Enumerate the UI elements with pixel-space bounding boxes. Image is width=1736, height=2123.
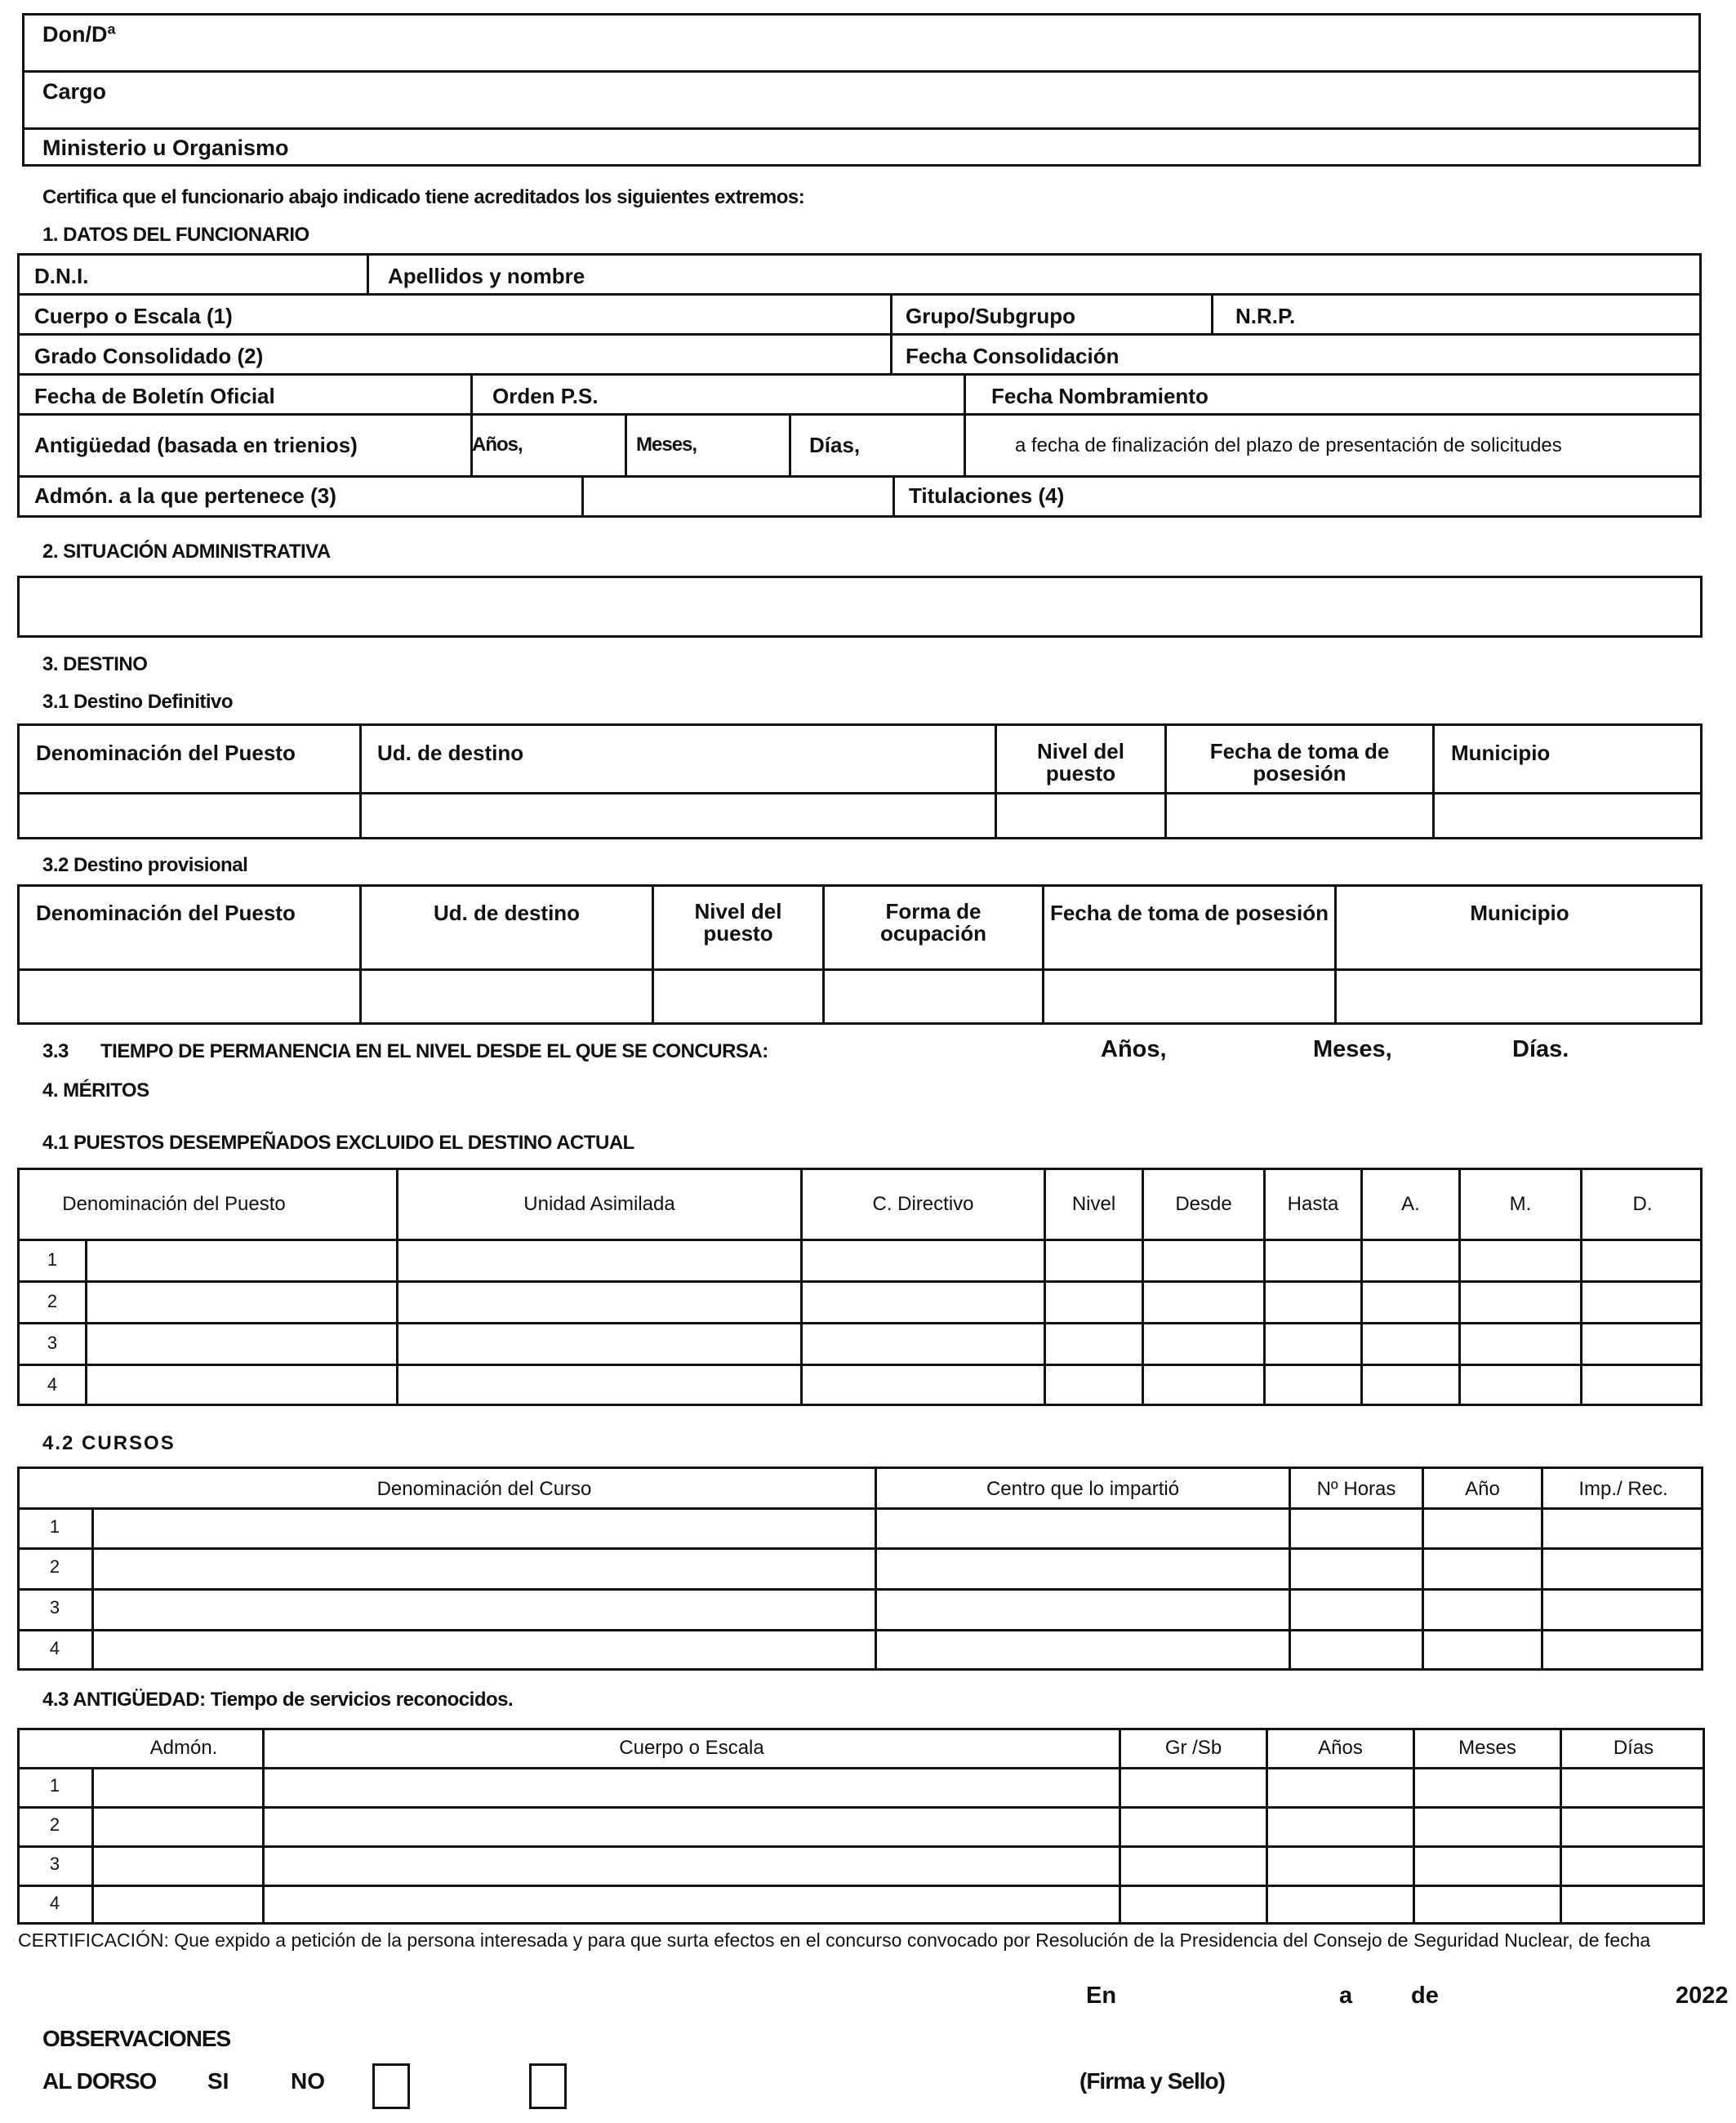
don-label: Don/Dª [42, 22, 116, 47]
dp-nivel-header-2: puesto [703, 921, 773, 946]
dd-nivel-header-2: puesto [1045, 761, 1116, 786]
divider [17, 1239, 1703, 1241]
t3-row-number: 4 [49, 1893, 60, 1913]
divider [17, 792, 1703, 794]
t2-header-imp: Imp./ Rec. [1578, 1478, 1668, 1500]
t3-header-meses: Meses [1458, 1737, 1516, 1759]
t3-header-admon: Admón. [149, 1737, 218, 1759]
divider [17, 1629, 1703, 1631]
ministerio-label: Ministerio u Organismo [42, 136, 289, 160]
permanencia-anos: Años, [1101, 1036, 1167, 1062]
fecha-nombramiento-label: Fecha Nombramiento [991, 384, 1209, 408]
t2-header-horas: Nº Horas [1316, 1478, 1396, 1500]
titulaciones-label: Titulaciones (4) [909, 483, 1065, 508]
section-1-title: 1. DATOS DEL FUNCIONARIO [42, 224, 309, 246]
divider [17, 413, 1702, 416]
dp-unidad-header: Ud. de destino [433, 901, 581, 925]
divider [17, 293, 1702, 296]
place-en-label: En [1086, 1983, 1117, 2009]
t2-row-number: 1 [49, 1516, 60, 1537]
section-4-2-title: 4.2 CURSOS [42, 1432, 176, 1454]
section-3-3-title: TIEMPO DE PERMANENCIA EN EL NIVEL DESDE EL QUE SE CONCURSA: [100, 1040, 768, 1062]
divider [17, 1364, 1703, 1366]
t3-header-dias: Días [1613, 1737, 1654, 1759]
dd-denominacion-header: Denominación del Puesto [36, 741, 296, 765]
fecha-boletin-label: Fecha de Boletín Oficial [34, 384, 275, 408]
t1-header-m: M. [1509, 1193, 1532, 1215]
no-checkbox[interactable] [529, 2063, 567, 2109]
dp-forma-header-2: ocupación [879, 921, 986, 946]
t1-row-number: 4 [47, 1374, 58, 1395]
divider [964, 373, 966, 475]
dd-nivel-header: Nivel del [1037, 739, 1124, 763]
section-4-3-title: 4.3 ANTIGÜEDAD: Tiempo de servicios reconocidos. [42, 1689, 514, 1711]
al-dorso-label: AL DORSO [42, 2068, 157, 2094]
divider [1432, 723, 1435, 839]
divider [85, 1239, 87, 1406]
meses-label: Meses, [636, 434, 697, 456]
t2-header-centro: Centro que lo impartió [986, 1478, 1180, 1500]
divider [17, 1588, 1703, 1591]
divider [17, 475, 1702, 478]
t3-header-anos: Años [1318, 1737, 1363, 1759]
t3-row-number: 1 [49, 1775, 60, 1796]
t1-row-number: 1 [47, 1249, 58, 1270]
section-3-2-title: 3.2 Destino provisional [42, 854, 248, 876]
grado-label: Grado Consolidado (2) [34, 344, 264, 368]
t2-row-number: 3 [49, 1597, 60, 1618]
si-checkbox[interactable] [372, 2063, 410, 2109]
section-2-title: 2. SITUACIÓN ADMINISTRATIVA [42, 541, 331, 563]
apellidos-label: Apellidos y nombre [388, 264, 585, 288]
t3-header-grsb: Gr /Sb [1164, 1737, 1222, 1759]
divider [892, 475, 895, 518]
dp-municipio-header: Municipio [1470, 901, 1569, 925]
dd-municipio-header: Municipio [1451, 741, 1551, 765]
divider [367, 253, 369, 293]
certificacion-text: CERTIFICACIÓN: Que expido a petición de la persona interesada y para que surta efectos en el concurso convocado por Resolución de la Presidencia del Consejo de Seguridad Nuclear, de fecha [18, 1929, 1651, 1951]
section-4-title: 4. MÉRITOS [42, 1079, 149, 1102]
t1-header-nivel: Nivel [1071, 1193, 1116, 1215]
dias-label: Días, [809, 433, 861, 457]
t2-row-number: 2 [49, 1556, 60, 1577]
dp-denominacion-header: Denominación del Puesto [36, 901, 296, 925]
year-label: 2022 [1676, 1983, 1729, 2009]
divider [22, 127, 1701, 130]
t2-row-number: 4 [49, 1638, 60, 1658]
firma-sello-label: (Firma y Sello) [1079, 2068, 1225, 2094]
dd-fecha-header-2: posesión [1253, 761, 1347, 786]
t1-header-unidad: Unidad Asimilada [523, 1193, 675, 1215]
t3-header-cuerpo: Cuerpo o Escala [619, 1737, 764, 1759]
t2-header-ano: Año [1465, 1478, 1500, 1500]
situacion-administrativa-field[interactable] [17, 576, 1703, 638]
t1-header-d: D. [1632, 1193, 1653, 1215]
dni-label: D.N.I. [34, 264, 89, 288]
t1-header-denominacion: Denominación del Puesto [62, 1193, 286, 1215]
section-3-1-title: 3.1 Destino Definitivo [42, 691, 234, 713]
divider [17, 1885, 1705, 1887]
divider [470, 373, 473, 475]
date-a-label: a [1339, 1983, 1353, 2009]
t1-header-directivo: C. Directivo [872, 1193, 974, 1215]
divider [17, 1845, 1705, 1848]
t2-header-curso: Denominación del Curso [376, 1478, 592, 1500]
si-label: SI [207, 2068, 229, 2094]
divider [625, 413, 627, 475]
divider [91, 1507, 94, 1671]
grupo-label: Grupo/Subgrupo [906, 304, 1075, 328]
divider [789, 413, 791, 475]
t1-row-number: 3 [47, 1333, 58, 1353]
t1-row-number: 2 [47, 1291, 58, 1311]
antiguedad-label: Antigüedad (basada en trienios) [34, 433, 358, 457]
divider [581, 475, 584, 518]
divider [17, 1547, 1703, 1550]
divider [1211, 293, 1213, 333]
section-4-1-title: 4.1 PUESTOS DESEMPEÑADOS EXCLUIDO EL DESTINO ACTUAL [42, 1132, 634, 1154]
divider [359, 723, 362, 839]
a-fecha-text: a fecha de finalización del plazo de presentación de solicitudes [1015, 434, 1562, 456]
divider [17, 373, 1702, 376]
divider [17, 1806, 1705, 1809]
divider [17, 1767, 1705, 1769]
observaciones-label: OBSERVACIONES [42, 2026, 231, 2051]
no-label: NO [291, 2068, 325, 2094]
dp-nivel-header: Nivel del [694, 899, 782, 924]
permanencia-dias: Días. [1512, 1036, 1569, 1062]
dd-fecha-header: Fecha de toma de [1209, 739, 1390, 763]
divider [17, 968, 1703, 971]
divider [890, 293, 892, 373]
cargo-label: Cargo [42, 79, 107, 104]
t3-row-number: 3 [49, 1854, 60, 1874]
orden-label: Orden P.S. [492, 384, 599, 408]
dp-forma-header: Forma de [885, 899, 982, 924]
dp-fecha-header: Fecha de toma de posesión [1050, 901, 1329, 925]
cuerpo-label: Cuerpo o Escala (1) [34, 304, 233, 328]
permanencia-meses: Meses, [1313, 1036, 1392, 1062]
fecha-consolidacion-label: Fecha Consolidación [906, 344, 1119, 368]
admon-label: Admón. a la que pertenece (3) [34, 483, 336, 508]
divider [17, 1280, 1703, 1283]
section-3-title: 3. DESTINO [42, 653, 148, 675]
t1-header-hasta: Hasta [1287, 1193, 1339, 1215]
section-3-3-number: 3.3 [42, 1040, 69, 1062]
dd-unidad-header: Ud. de destino [377, 741, 524, 765]
t3-row-number: 2 [49, 1814, 60, 1835]
nrp-label: N.R.P. [1235, 304, 1296, 328]
date-de-label: de [1411, 1983, 1439, 2009]
t1-header-desde: Desde [1175, 1193, 1232, 1215]
divider [17, 333, 1702, 336]
anos-label: Años, [472, 434, 523, 456]
divider [17, 1507, 1703, 1510]
divider [91, 1767, 94, 1925]
divider [17, 1322, 1703, 1324]
divider [22, 70, 1701, 73]
certifica-text: Certifica que el funcionario abajo indicado tiene acreditados los siguientes extremos: [42, 186, 805, 208]
t1-header-a: A. [1401, 1193, 1420, 1215]
